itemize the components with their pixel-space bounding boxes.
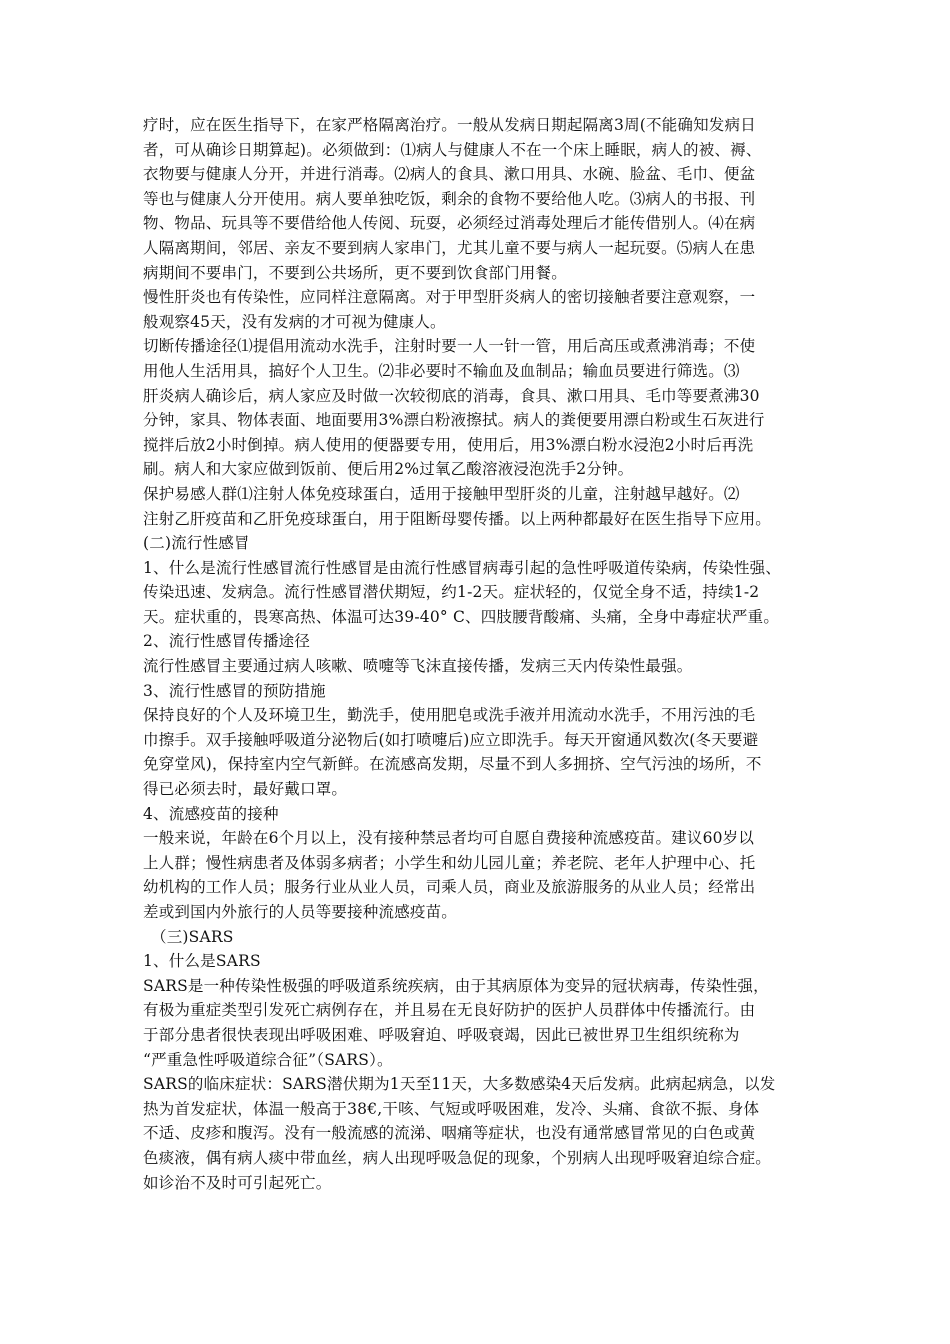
subsection-heading: 3、流行性感冒的预防措施 [143,681,326,700]
section-heading: （三)SARS [151,927,234,946]
subsection-heading: 1、什么是SARS [143,952,261,971]
text-line: 刷。病人和大家应做到饭前、便后用2%过氧乙酸溶液浸泡洗手2分钟。 [143,460,634,479]
text-line: 人隔离期间，邻居、亲友不要到病人家串门，尤其儿童不要与病人一起玩耍。⑸病人在患 [143,238,756,257]
text-line: 切断传播途径⑴提倡用流动水洗手，注射时要一人一针一管，用后高压或煮沸消毒；不使 [143,337,756,356]
text-line: 幼机构的工作人员；服务行业从业人员，司乘人员，商业及旅游服务的从业人员；经常出 [143,878,756,897]
text-line: 免穿堂风)，保持室内空气新鲜。在流感高发期，尽量不到人多拥挤、空气污浊的场所，不 [143,755,762,774]
text-line: 不适、皮疹和腹泻。没有一般流感的流涕、咽痛等症状，也没有通常感冒常见的白色或黄 [143,1124,756,1143]
text-line: 有极为重症类型引发死亡病例存在，并且易在无良好防护的医护人员群体中传播流行。由 [143,1001,756,1020]
text-line: 热为首发症状，体温一般高于38€,干咳、气短或呼吸困难，发冷、头痛、食欲不振、身体 [143,1099,760,1118]
text-line: 衣物要与健康人分开，并进行消毒。⑵病人的食具、漱口用具、水碗、脸盆、毛巾、便盆 [143,165,756,184]
text-line: 巾擦手。双手接触呼吸道分泌物后(如打喷嚏后)应立即洗手。每天开窗通风数次(冬天要避 [143,730,759,749]
document-body [143,113,833,1195]
text-line: 保持良好的个人及环境卫生，勤洗手，使用肥皂或洗手液并用流动水洗手，不用污浊的毛 [143,706,756,725]
text-line: 传染迅速、发病急。流行性感冒潜伏期短，约1-2天。症状轻的，仅觉全身不适，持续1-2 [143,583,760,602]
text-line: “严重急性呼吸道综合征”（SARS）。 [143,1050,393,1069]
section-heading: (二)流行性感冒 [143,534,250,553]
text-line: 用他人生活用具，搞好个人卫生。⑵非必要时不输血及血制品；输血员要进行筛选。⑶ [143,361,740,380]
text-line: 差或到国内外旅行的人员等要接种流感疫苗。 [143,903,458,921]
text-line: 色痰液，偶有病人痰中带血丝，病人出现呼吸急促的现象，个别病人出现呼吸窘迫综合症。 [143,1148,772,1167]
text-line: 搅拌后放2小时倒掉。病人使用的便器要专用，使用后，用3%漂白粉水浸泡2小时后再洗 [143,435,754,454]
text-line: 慢性肝炎也有传染性，应同样注意隔离。对于甲型肝炎病人的密切接触者要注意观察，一 [143,288,756,307]
text-line: 等也与健康人分开使用。病人要单独吃饭，剩余的食物不要给他人吃。⑶病人的书报、刊 [143,189,756,208]
text-line: 注射乙肝疫苗和乙肝免疫球蛋白，用于阻断母婴传播。以上两种都最好在医生指导下应用。 [143,509,772,528]
text-line: 分钟，家具、物体表面、地面要用3%漂白粉液擦拭。病人的粪便要用漂白粉或生石灰进行 [143,411,765,430]
text-line: 流行性感冒主要通过病人咳嗽、喷嚏等飞沫直接传播，发病三天内传染性最强。 [143,657,693,676]
subsection-heading: 4、流感疫苗的接种 [143,804,279,823]
text-line: 于部分患者很快表现出呼吸困难、呼吸窘迫、呼吸衰竭，因此已被世界卫生组织统称为 [143,1025,740,1044]
text-line: 者，可从确诊日期算起)。必须做到：⑴病人与健康人不在一个床上睡眠，病人的被、褥、 [143,140,762,159]
text-line: 1、什么是流行性感冒流行性感冒是由流行性感冒病毒引起的急性呼吸道传染病，传染性强、 [143,558,782,577]
text-line: SARS是一种传染性极强的呼吸道系统疾病，由于其病原体为变异的冠状病毒，传染性强， [143,976,769,995]
text-line: 疗时，应在医生指导下，在家严格隔离治疗。一般从发病日期起隔离3周(不能确知发病日 [143,116,756,134]
text-line: 般观察45天，没有发病的才可视为健康人。 [143,312,446,331]
text-line: 物、物品、玩具等不要借给他人传阅、玩耍，必须经过消毒处理后才能传借别人。⑷在病 [143,214,756,233]
text-line: SARS的临床症状：SARS潜伏期为1天至11天，大多数感染4天后发病。此病起病急，以发 [143,1075,776,1094]
text-line: 上人群；慢性病患者及体弱多病者；小学生和幼儿园儿童；养老院、老年人护理中心、托 [143,853,756,872]
text-line: 病期间不要串门，不要到公共场所，更不要到饮食部门用餐。 [143,263,567,282]
text-line: 一般来说，年龄在6个月以上，没有接种禁忌者均可自愿自费接种流感疫苗。建议60岁以 [143,829,755,848]
text-line: 天。症状重的，畏寒高热、体温可达39-40° C、四肢腰背酸痛、头痛，全身中毒症状严重。 [143,607,780,626]
subsection-heading: 2、流行性感冒传播途径 [143,632,311,651]
text-line: 得已必须去时，最好戴口罩。 [143,780,348,799]
text-line: 肝炎病人确诊后，病人家应及时做一次较彻底的消毒，食具、漱口用具、毛巾等要煮沸30 [143,386,760,405]
text-line: 保护易感人群⑴注射人体免疫球蛋白，适用于接触甲型肝炎的儿童，注射越早越好。⑵ [143,484,740,503]
text-line: 如诊治不及时可引起死亡。 [143,1173,332,1192]
